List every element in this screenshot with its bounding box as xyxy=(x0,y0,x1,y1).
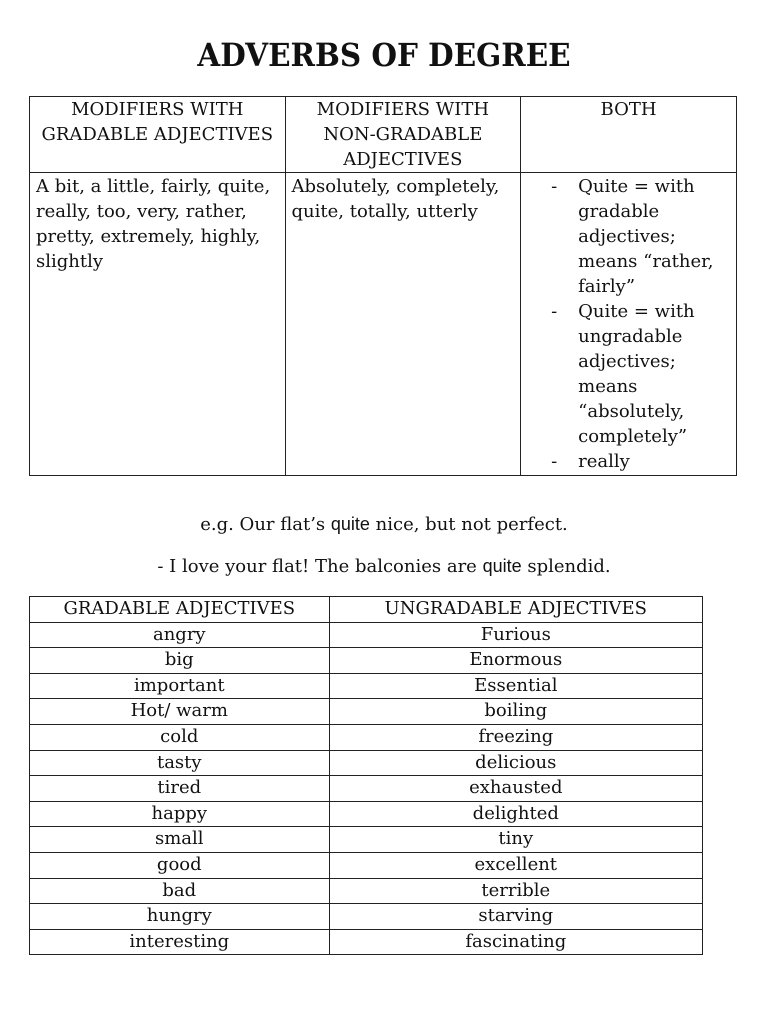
ungradable-adjective: Enormous xyxy=(329,648,702,674)
header-gradable-adjectives: GRADABLE ADJECTIVES xyxy=(30,597,330,623)
adjectives-table xyxy=(29,596,703,955)
gradable-adjective: important xyxy=(30,673,330,699)
both-list-item: - Quite = with gradable adjectives; means “rather, fairly” xyxy=(551,174,730,299)
header-both: BOTH xyxy=(521,97,737,173)
both-list xyxy=(527,174,730,474)
gradable-adjective: cold xyxy=(30,724,330,750)
example-text: splendid. xyxy=(521,556,611,577)
gradable-adjective: big xyxy=(30,648,330,674)
example-sentence xyxy=(0,514,768,535)
modifiers-table-header-row xyxy=(30,97,737,173)
ungradable-adjective: exhausted xyxy=(329,776,702,802)
table-row xyxy=(30,699,703,725)
ungradable-adjective: fascinating xyxy=(329,929,702,955)
both-list-item: - Quite = with ungradable adjectives; means “absolutely, completely” xyxy=(551,299,730,449)
modifiers-table xyxy=(29,96,737,476)
example-text: - I love your flat! The balconies are xyxy=(157,556,483,577)
gradable-adjective: interesting xyxy=(30,929,330,955)
table-row xyxy=(30,801,703,827)
example-text: e.g. Our flat’s xyxy=(200,514,331,535)
gradable-adjective: tired xyxy=(30,776,330,802)
table-row xyxy=(30,827,703,853)
ungradable-adjective: terrible xyxy=(329,878,702,904)
modifiers-table-body-row xyxy=(30,173,737,476)
gradable-modifiers-cell: A bit, a little, fairly, quite, really, too, very, rather, pretty, extremely, highly, slightly xyxy=(30,173,286,476)
table-row xyxy=(30,724,703,750)
table-row xyxy=(30,648,703,674)
table-row xyxy=(30,622,703,648)
example-keyword: quite xyxy=(482,556,522,576)
both-list-item: - really xyxy=(551,449,730,474)
gradable-adjective: good xyxy=(30,852,330,878)
table-row xyxy=(30,852,703,878)
non-gradable-modifiers-cell: Absolutely, completely, quite, totally, utterly xyxy=(285,173,521,476)
gradable-adjective: small xyxy=(30,827,330,853)
ungradable-adjective: Essential xyxy=(329,673,702,699)
ungradable-adjective: freezing xyxy=(329,724,702,750)
page-title: ADVERBS OF DEGREE xyxy=(197,36,571,74)
example-text: nice, but not perfect. xyxy=(369,514,568,535)
table-row xyxy=(30,878,703,904)
gradable-adjective: tasty xyxy=(30,750,330,776)
gradable-adjective: happy xyxy=(30,801,330,827)
ungradable-adjective: boiling xyxy=(329,699,702,725)
ungradable-adjective: tiny xyxy=(329,827,702,853)
example-keyword: quite xyxy=(330,514,370,534)
table-row xyxy=(30,929,703,955)
table-row xyxy=(30,673,703,699)
gradable-adjective: hungry xyxy=(30,904,330,930)
table-row xyxy=(30,750,703,776)
ungradable-adjective: Furious xyxy=(329,622,702,648)
header-non-gradable-modifiers: MODIFIERS WITH NON-GRADABLE ADJECTIVES xyxy=(285,97,521,173)
ungradable-adjective: delicious xyxy=(329,750,702,776)
ungradable-adjective: excellent xyxy=(329,852,702,878)
header-ungradable-adjectives: UNGRADABLE ADJECTIVES xyxy=(329,597,702,623)
table-row xyxy=(30,904,703,930)
ungradable-adjective: starving xyxy=(329,904,702,930)
gradable-adjective: bad xyxy=(30,878,330,904)
gradable-adjective: Hot/ warm xyxy=(30,699,330,725)
example-sentence xyxy=(0,556,768,577)
header-gradable-modifiers: MODIFIERS WITH GRADABLE ADJECTIVES xyxy=(30,97,286,173)
ungradable-adjective: delighted xyxy=(329,801,702,827)
both-cell xyxy=(521,173,737,476)
table-row xyxy=(30,776,703,802)
adjectives-table-header-row xyxy=(30,597,703,623)
gradable-adjective: angry xyxy=(30,622,330,648)
